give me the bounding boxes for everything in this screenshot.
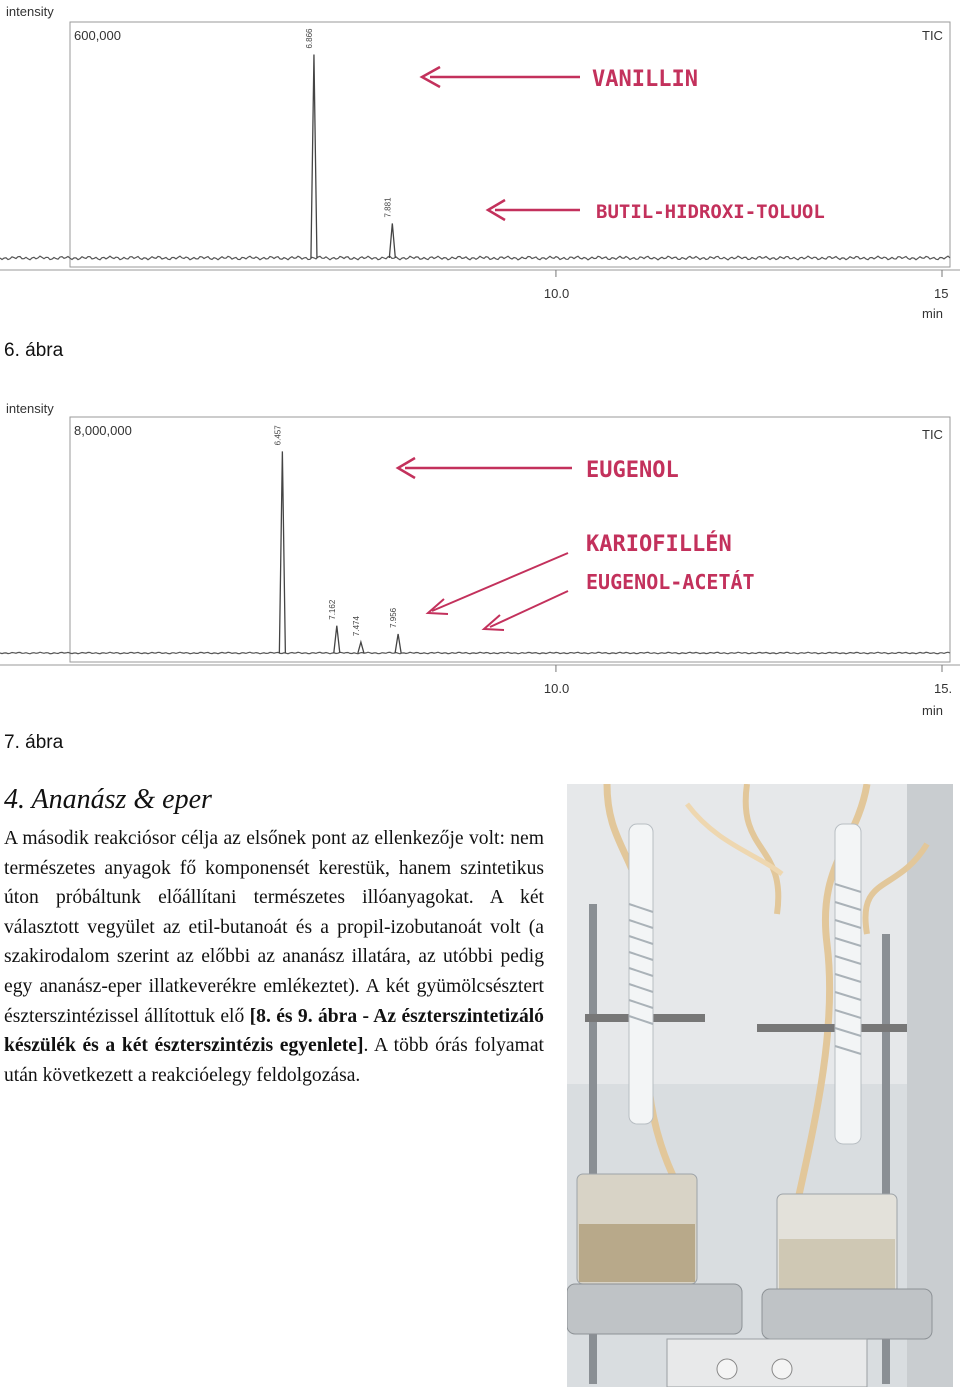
- section-heading: 4. Ananász & eper: [4, 784, 212, 815]
- y-axis-label: intensity: [6, 401, 54, 416]
- annotation-vanillin: VANILLIN: [592, 67, 698, 92]
- peak-rt-label: 7.881: [383, 197, 393, 218]
- y-max-label: 8,000,000: [74, 423, 132, 438]
- peak-rt-label: 6.457: [273, 425, 283, 446]
- peak-7.162: [334, 626, 340, 653]
- body-text-part-1: A második reakciósor célja az elsőnek pont az ellenkezője volt: nem természetes anyagok fő komponensét kerestük, hanem szintetikus úton próbáltunk előállítani természetes illóanyagokat. A két választott vegyület az etil-butanoát és a propil-izobutanoát volt (a szakirodalom szerint az előbbi az ananász illatára, az utóbbi pedig egy ananász-eper illatkeverékre emlékeztet). A két gyümölcsésztert észterszintézissel állítottuk elő: [4, 828, 544, 1027]
- x-tick-label: 15.: [934, 681, 953, 696]
- annotation-kariofillen: KARIOFILLÉN: [586, 532, 732, 557]
- annotation-eugenol-acetat: EUGENOL-ACETÁT: [586, 570, 755, 594]
- annotation-eugenol: EUGENOL: [586, 458, 679, 483]
- chromatogram-fig6: [0, 0, 960, 330]
- peak-rt-label: 7.474: [351, 616, 361, 637]
- x-tick-label: 15: [934, 286, 949, 301]
- peak-group: [273, 425, 401, 653]
- series-label: TIC: [922, 28, 943, 43]
- peak-group: [305, 28, 395, 258]
- tic-trace: [0, 256, 950, 260]
- figure-caption-6: 6. ábra: [4, 340, 64, 361]
- x-tick-label: 10.0: [543, 681, 570, 696]
- y-max-label: 600,000: [74, 28, 121, 43]
- y-axis-label: intensity: [6, 4, 54, 19]
- body-paragraph: [4, 824, 544, 1090]
- plot-frame: [70, 22, 950, 267]
- chromatogram-fig6-svg: [0, 0, 960, 330]
- peak-7.881: [389, 223, 395, 258]
- chromatogram-fig7-svg: [0, 395, 960, 725]
- body-text-part-2: . A több órás folyamat után következett a reakcióelegy feldolgozása.: [4, 1035, 544, 1086]
- series-label: TIC: [922, 427, 943, 442]
- chromatogram-fig7: [0, 395, 960, 725]
- body-text-figure-reference: [8. és 9. ábra - Az észterszintetizáló készülék és a két észterszintézis egyenlete]: [4, 1005, 544, 1057]
- annotation-arrow: [432, 553, 568, 611]
- peak-6.866: [311, 55, 317, 258]
- x-tick-group: [544, 665, 952, 696]
- x-tick-group: [544, 270, 949, 301]
- tic-trace: [0, 652, 950, 654]
- peak-rt-label: 6.866: [304, 28, 314, 49]
- peak-rt-label: 7.162: [327, 599, 337, 620]
- peak-6.457: [279, 451, 285, 653]
- x-axis-unit: min: [922, 306, 943, 321]
- x-tick-label: 10.0: [543, 286, 570, 301]
- apparatus-illustration: [567, 784, 953, 1387]
- peak-7.474: [358, 642, 364, 653]
- peak-7.956: [395, 634, 401, 653]
- annotation-bht: BUTIL-HIDROXI-TOLUOL: [596, 201, 825, 223]
- annotation-arrow: [490, 591, 568, 627]
- plot-frame: [70, 417, 950, 662]
- apparatus-photo: [567, 784, 953, 1387]
- x-axis-unit: min: [922, 703, 943, 718]
- figure-caption-7: 7. ábra: [4, 732, 64, 753]
- peak-rt-label: 7.956: [389, 607, 399, 628]
